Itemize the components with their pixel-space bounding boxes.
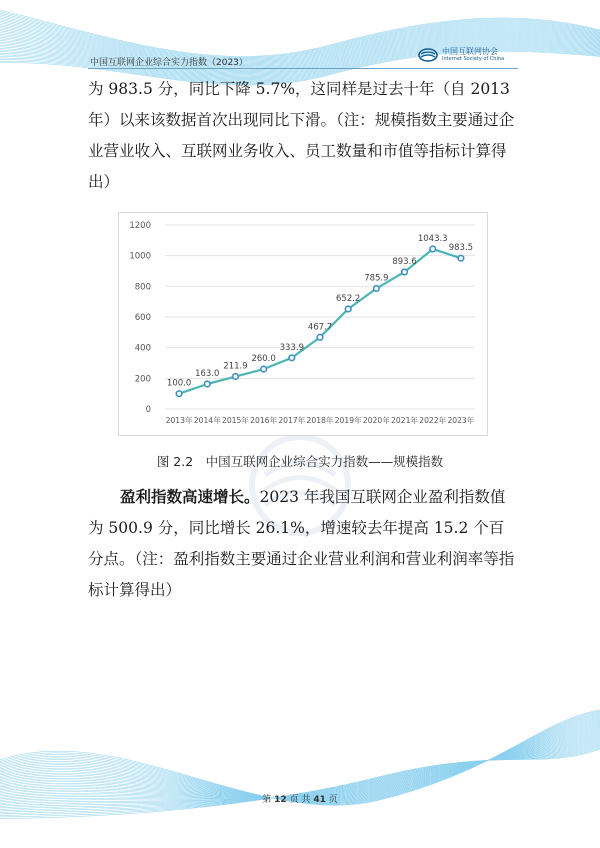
footer-prefix: 第 [262, 795, 272, 805]
y-tick-label: 1000 [129, 251, 151, 262]
data-label: 893.6 [392, 256, 417, 267]
y-tick-label: 0 [145, 405, 151, 415]
x-tick-label: 2022年 [419, 416, 447, 425]
scale-index-chart [118, 212, 488, 436]
org-logo-english: Internet Society of China [442, 56, 505, 62]
y-tick-label: 600 [134, 313, 151, 323]
y-tick-label: 1200 [129, 221, 151, 231]
data-label: 333.9 [279, 342, 304, 353]
page-footer [0, 792, 600, 805]
data-point [261, 366, 267, 372]
x-tick-label: 2018年 [306, 416, 334, 425]
data-label: 1043.3 [417, 234, 448, 245]
data-label: 467.7 [307, 322, 333, 333]
x-tick-label: 2013年 [165, 416, 193, 425]
data-label: 163.0 [195, 369, 220, 380]
x-tick-label: 2019年 [334, 416, 362, 425]
data-point [374, 286, 380, 292]
page-number: 12 [274, 795, 287, 805]
x-tick-label: 2023年 [447, 416, 475, 425]
footer-suffix: 页 [328, 795, 338, 805]
org-logo-icon [418, 48, 438, 62]
footer-wave-decoration [0, 700, 600, 848]
data-point [289, 355, 295, 361]
body-paragraph-2 [88, 482, 518, 606]
line-chart-svg [119, 213, 487, 435]
data-point [233, 374, 239, 380]
x-tick-label: 2014年 [193, 416, 221, 425]
footer-mid: 页 共 [289, 795, 311, 805]
org-logo-name: 中国互联网协会 [442, 47, 498, 56]
data-label: 785.9 [364, 273, 389, 284]
page-total: 41 [313, 795, 326, 805]
data-label: 100.0 [166, 378, 192, 389]
data-point [317, 334, 323, 340]
x-tick-label: 2015年 [221, 416, 249, 425]
org-logo [418, 47, 504, 62]
x-tick-label: 2017年 [278, 416, 306, 425]
data-label: 260.0 [251, 354, 276, 365]
x-tick-label: 2020年 [362, 416, 390, 425]
paragraph-text: 2023 年我国互联网企业盈利指数值为 500.9 分，同比增长 26.1%，增速较去年提高 15.2 个百分点。（注：盈利指数主要通过企业营业利润和营业利润率等指标计算得出） [88, 488, 515, 599]
body-paragraph-1: 为 983.5 分，同比下降 5.7%，这同样是过去十年（自 2013 年）以来该数据首次出现同比下滑。（注：规模指数主要通过企业营业收入、互联网业务收入、员工数量和市值等指标计算得出） [88, 80, 515, 191]
x-tick-label: 2021年 [391, 416, 419, 425]
data-point [402, 269, 408, 275]
data-point [458, 255, 464, 261]
data-point [345, 306, 351, 312]
data-label: 211.9 [223, 361, 248, 372]
y-tick-label: 400 [134, 343, 151, 354]
data-label: 652.2 [336, 293, 361, 304]
header-rule [88, 68, 518, 69]
data-point [204, 381, 210, 387]
y-tick-label: 800 [134, 282, 151, 293]
running-header: 中国互联网企业综合实力指数（2023） [90, 58, 248, 68]
x-tick-label: 2016年 [250, 416, 278, 425]
data-point [176, 391, 182, 397]
data-label: 983.5 [448, 243, 474, 254]
paragraph-lead: 盈利指数高速增长。 [120, 488, 260, 506]
y-tick-label: 200 [134, 374, 151, 385]
figure-caption: 图 2.2 中国互联网企业综合实力指数——规模指数 [156, 454, 444, 469]
data-point [430, 246, 436, 252]
